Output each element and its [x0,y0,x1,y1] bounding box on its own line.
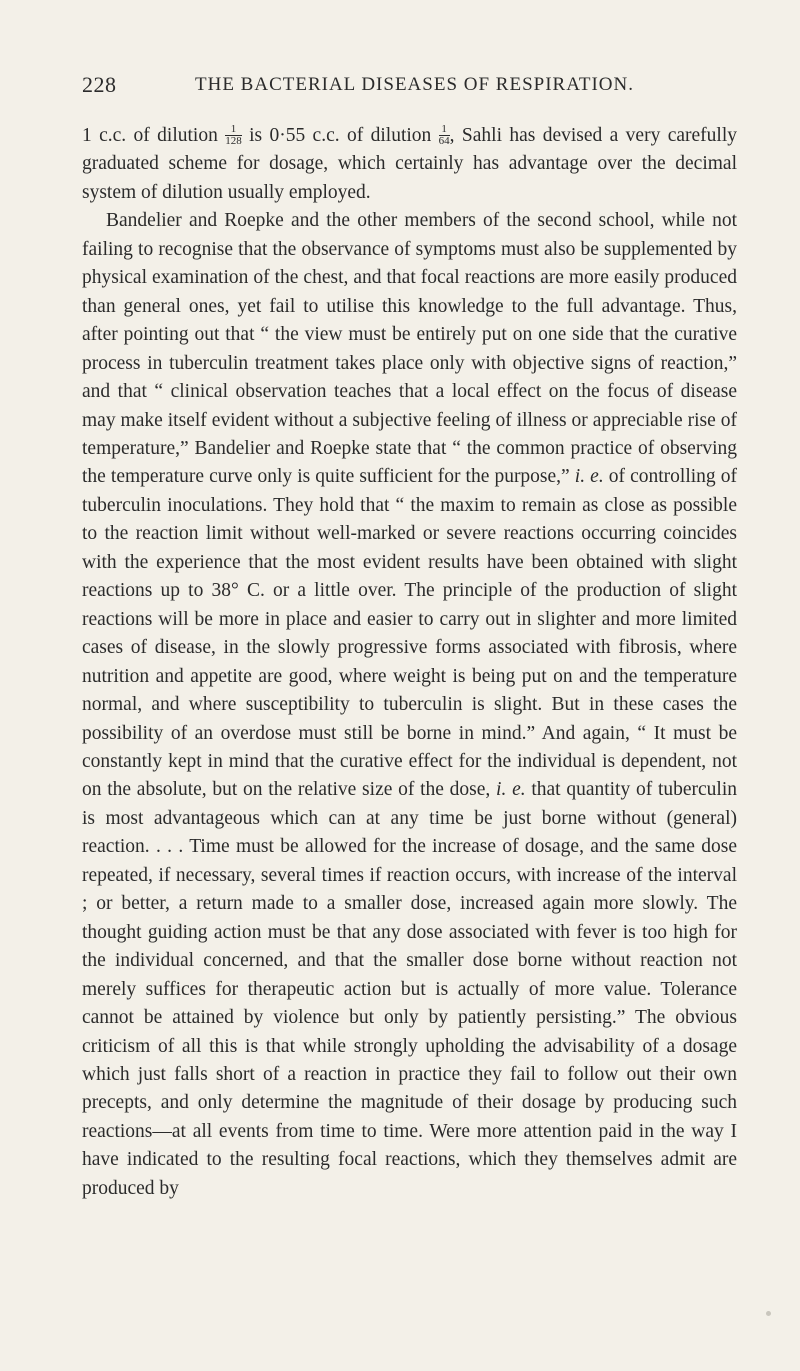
fraction-one-128th [225,124,242,147]
text-segment: is 0·55 c.c. of dilution [241,125,439,146]
running-head [82,72,732,102]
paragraph-bandelier-roepke [82,207,737,1203]
fraction-numerator: 1 [439,124,450,136]
fraction-denominator: 64 [438,135,450,147]
text-segment: of controlling of tuberculin inoculations. They hold that “ the maxim to remain as close as possible to the reaction limit without well-marked or severe reactions occurring coincides with the experience that the most evident results have been obtained with slight reactions up to 38° C. or a little over. The principle of the production of slight reactions will be more in place and easier to carry out in slighter and more limited cases of disease, in the slowly progressive forms associated with fibrosis, where nutrition and appetite are good, where weight is being put on and the temperature normal, and where susceptibility to tuberculin is slight. But in these cases the possibility of an overdose must still be borne in mind.” And again, “ It must be constantly kept in mind that the curative effect for the individual is dependent, not on the absolute, but on the relative size of the dose, [82,466,737,801]
fraction-one-64th [439,124,450,147]
italic-ie: i. e. [496,779,526,801]
text-segment: 1 c.c. of dilution [82,125,226,146]
margin-speck [766,1311,771,1316]
italic-ie: i. e. [574,466,604,488]
text-segment: , Sahli has devised a very carefully graduated scheme for dosage, which certainly has advantage over the decimal system of dilution usually employed. [82,125,737,203]
fraction-numerator: 1 [225,124,242,136]
fraction-denominator: 128 [225,135,242,147]
page-number: 228 [82,72,117,97]
paragraph-continued [82,122,737,207]
running-title: THE BACTERIAL DISEASES OF RESPIRATION. [195,74,634,95]
text-segment: that quantity of tuberculin is most advantageous which can at any time be just borne without (general) reaction. . . . Time must be allowed for the increase of dosage, and the same dose repeated, if necessary, several times if reaction occurs, with increase of the interval ; or better, a return made to a smaller dose, increased again more slowly. The thought guiding action must be that any dose associated with fever is too high for the individual concerned, and that the smaller dose borne without reaction not merely suffices for therapeutic action but is actually of more value. Tolerance cannot be attained by violence but only by patiently persisting.” The obvious criticism of all this is that while strongly upholding the advisability of a dosage which just falls short of a reaction in practice they fail to follow out their own precepts, and only determine the magnitude of their dosage by producing such reactions—at all events from time to time. Were more attention paid in the way I have indicated to the resulting focal reactions, which they themselves admit are produced by [82,779,737,1199]
body-text [82,122,737,1203]
text-segment: Bandelier and Roepke and the other members of the second school, while not failing to recognise that the observance of symptoms must also be supplemented by physical examination of the chest, and that focal reactions are more easily produced than general ones, yet fail to utilise this knowledge to the full advantage. Thus, after pointing out that “ the view must be entirely put on one side that the curative process in tuberculin treatment takes place only with objective signs of reaction,” and that “ clinical observation teaches that a local effect on the focus of disease may make itself evident without a subjective feeling of illness or appreciable rise of temperature,” Bandelier and Roepke state that “ the common practice of observing the temperature curve only is quite sufficient for the purpose,” [82,210,737,488]
